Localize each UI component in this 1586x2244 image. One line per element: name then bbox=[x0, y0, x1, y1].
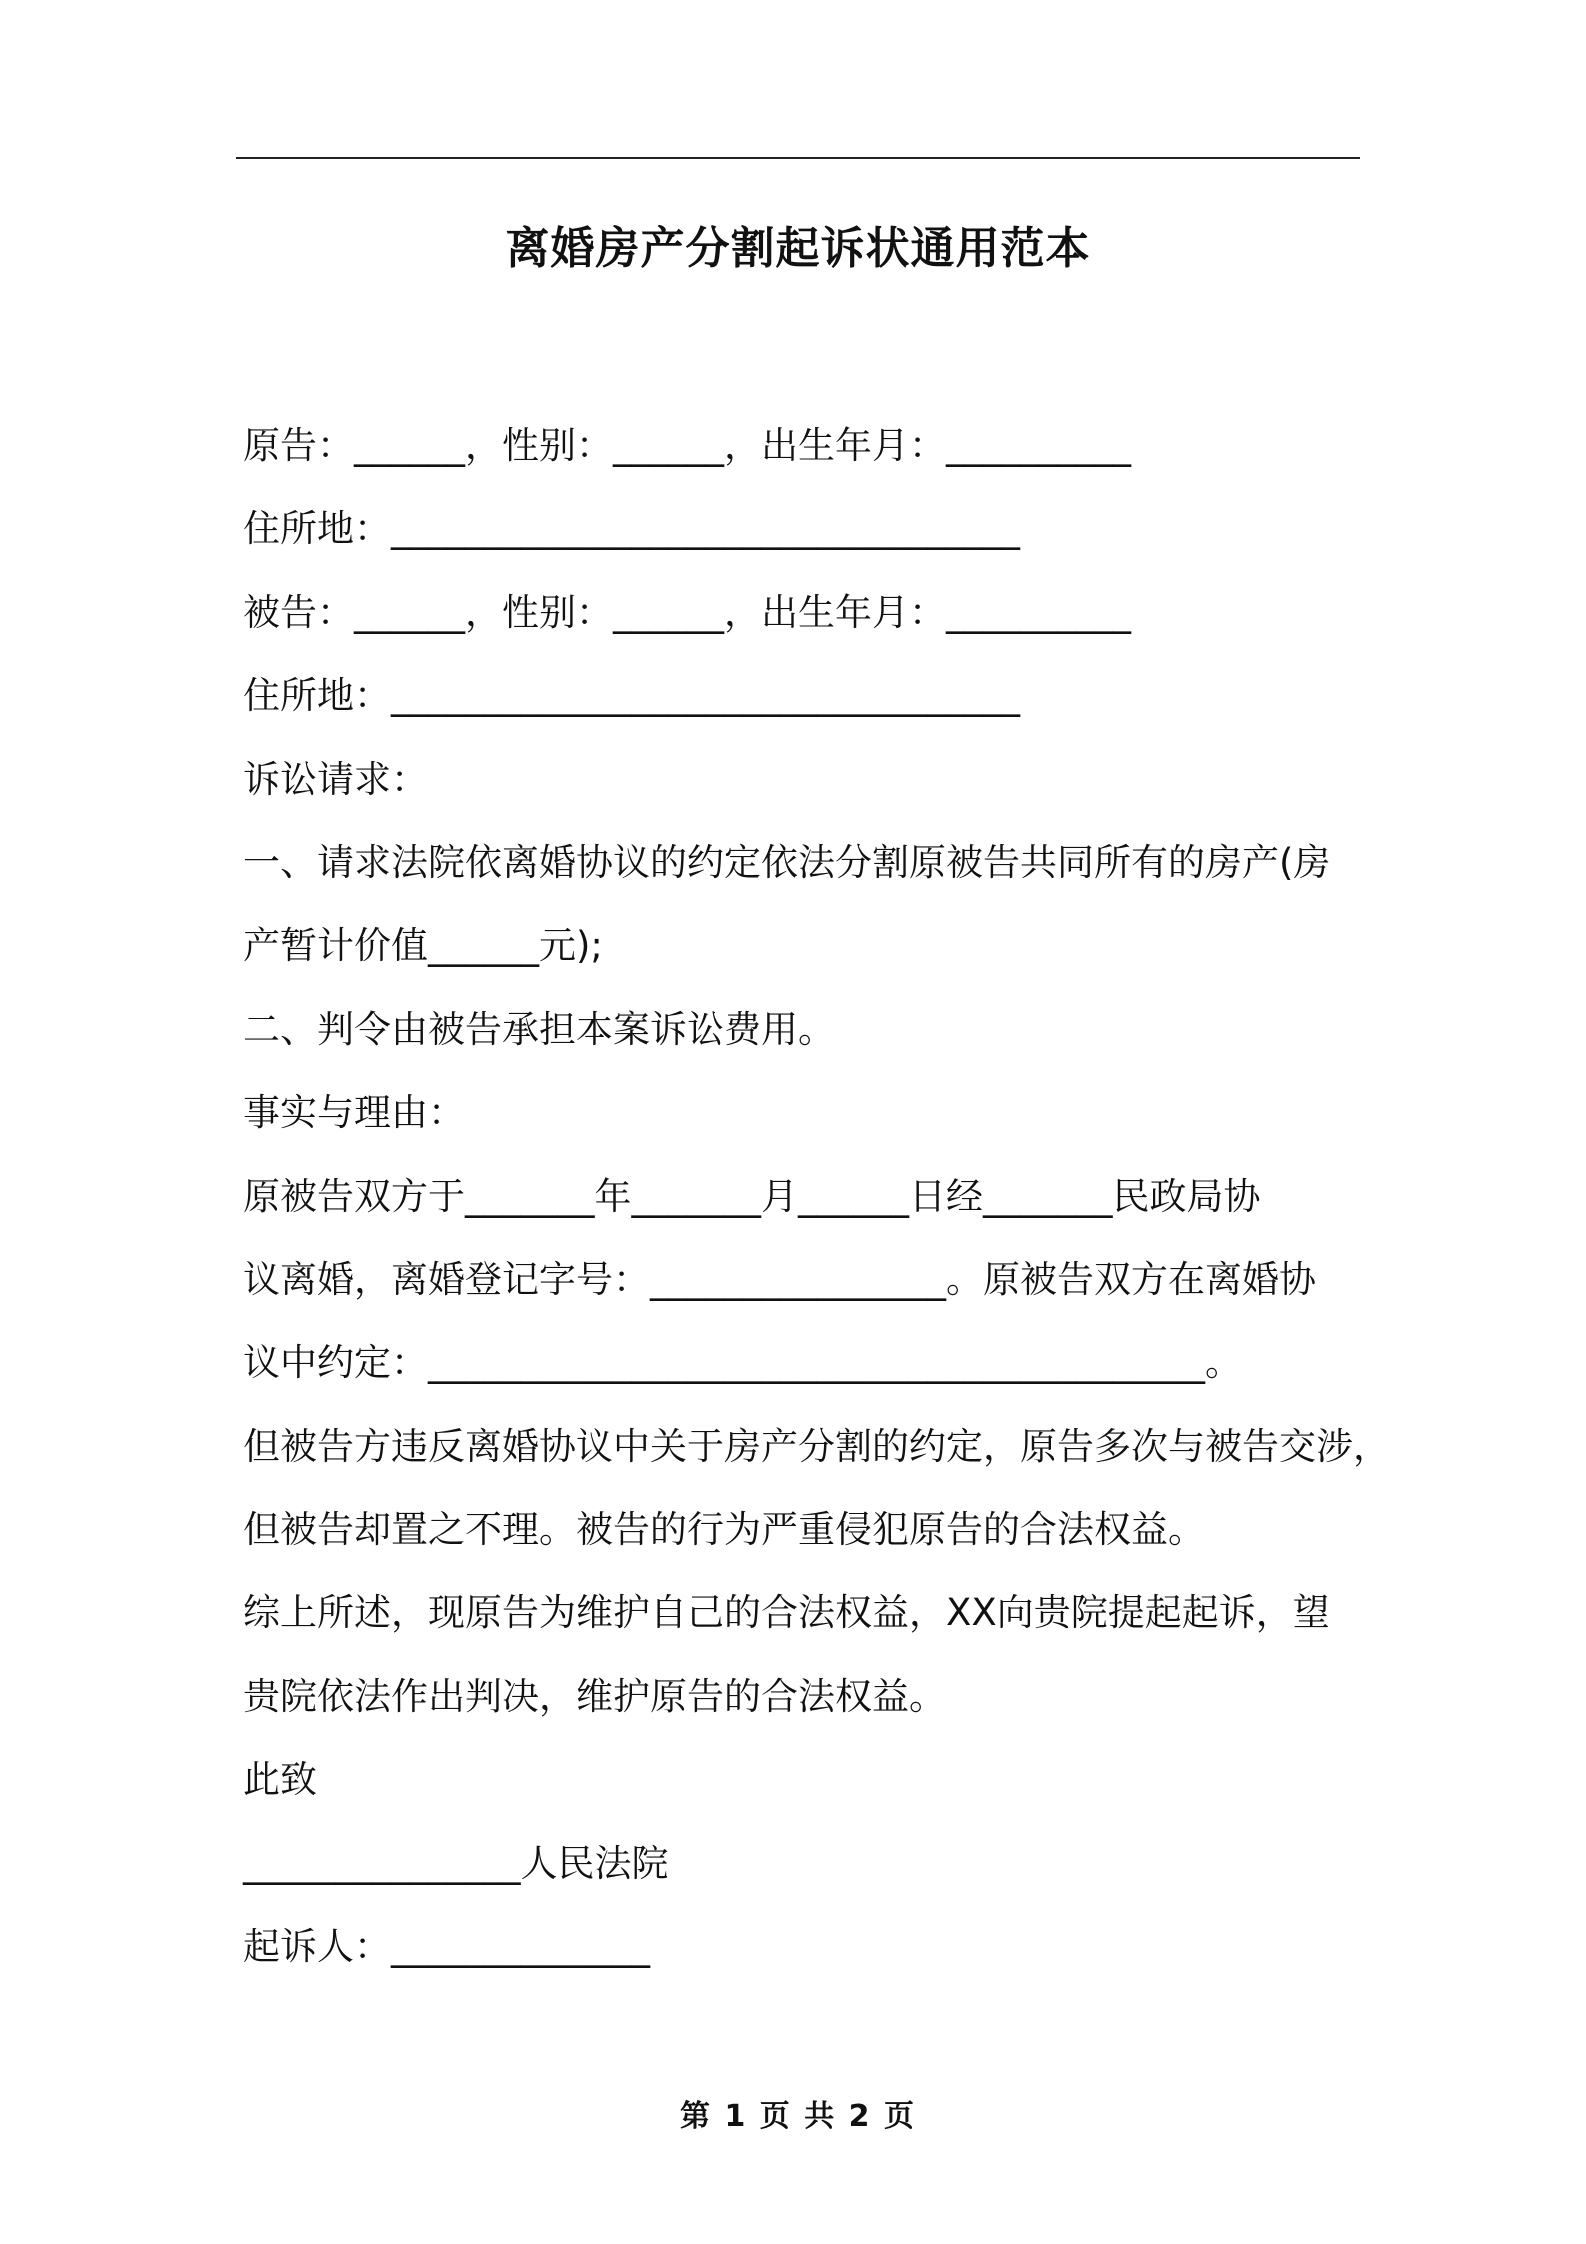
plaintiff-address-line: 住所地：__________________________________ bbox=[243, 507, 1020, 551]
plaintiff-info-line: 原告：______，性别：______，出生年月：__________ bbox=[243, 424, 1131, 467]
signatory-line: 起诉人：______________ bbox=[243, 1925, 650, 1969]
facts-line-4: 但被告方违反离婚协议中关于房产分割的约定，原告多次与被告交涉， bbox=[243, 1424, 1390, 1468]
facts-line-5: 但被告却置之不理。被告的行为严重侵犯原告的合法权益。 bbox=[243, 1508, 1205, 1552]
document-body bbox=[243, 404, 1390, 1988]
facts-heading: 事实与理由： bbox=[243, 1091, 465, 1135]
facts-line-1: 原被告双方于_______年_______月______日经_______民政局协 bbox=[243, 1174, 1261, 1218]
court-line: _______________人民法院 bbox=[243, 1841, 669, 1885]
header-rule bbox=[236, 157, 1360, 159]
document-title: 离婚房产分割起诉状通用范本 bbox=[505, 223, 1091, 274]
salutation-line: 此致 bbox=[243, 1758, 317, 1802]
page-footer: 第 1 页 共 2 页 bbox=[680, 2099, 916, 2134]
facts-line-2: 议离婚，离婚登记字号：________________。原被告双方在离婚协 bbox=[243, 1257, 1316, 1301]
claims-heading: 诉讼请求： bbox=[243, 757, 428, 801]
conclusion-line-1: 综上所述，现原告为维护自己的合法权益，XX向贵院提起起诉，望 bbox=[243, 1591, 1330, 1635]
defendant-info-line: 被告：______，性别：______，出生年月：__________ bbox=[243, 590, 1131, 634]
claim-one-line-2: 产暂计价值______元); bbox=[243, 924, 603, 968]
claim-one-line-1: 一、请求法院依离婚协议的约定依法分割原被告共同所有的房产(房 bbox=[243, 840, 1331, 884]
claim-two-line: 二、判令由被告承担本案诉讼费用。 bbox=[243, 1007, 835, 1051]
conclusion-line-2: 贵院依法作出判决，维护原告的合法权益。 bbox=[243, 1674, 946, 1718]
facts-line-3: 议中约定：__________________________________________。 bbox=[243, 1341, 1242, 1385]
defendant-address-line: 住所地：__________________________________ bbox=[243, 674, 1020, 718]
